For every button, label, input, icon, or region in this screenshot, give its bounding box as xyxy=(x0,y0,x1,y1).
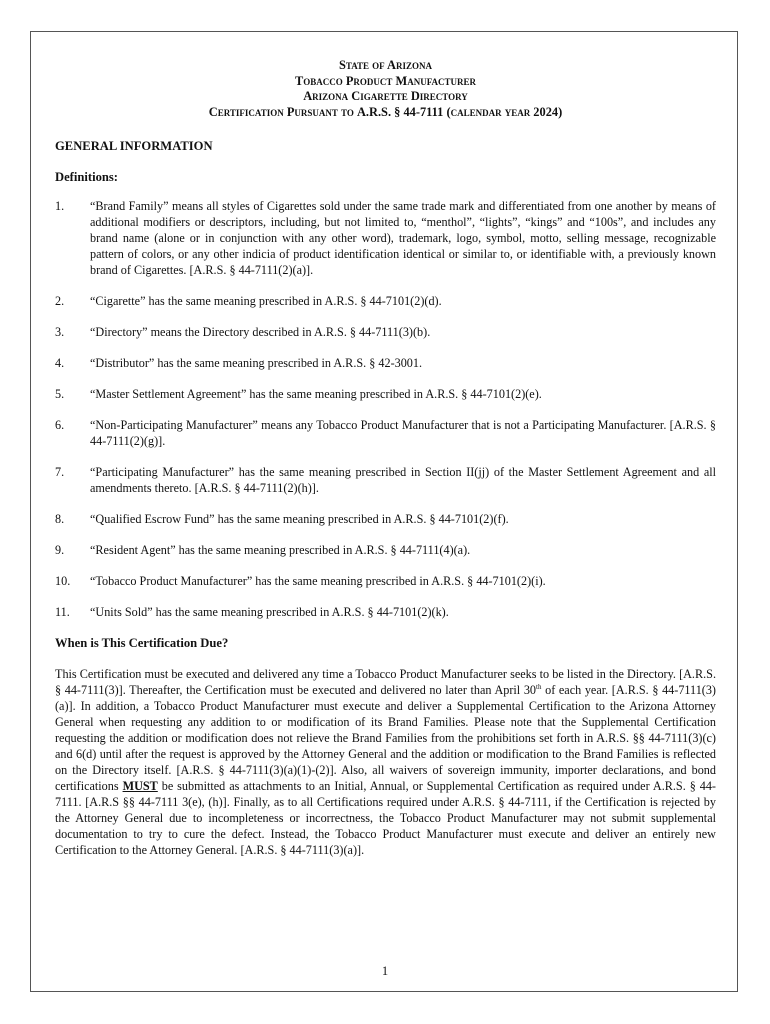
definition-number: 2. xyxy=(55,294,65,308)
must-emphasis: MUST xyxy=(122,779,158,793)
due-text-part3: be submitted as attachments to an Initial, Annual, or Supplemental Certification as required under A.R.S. § 44-7111. [A.R.S §§ 44-7111 3(e), (h)]. Finally, as to all Certifications required under A.R.S. § 44-7111, if the Certification is rejected by the Attorney General due to incompleteness or incorrectness, the Tobacco Product Manufacturer may not submit supplemental documentation to try to cure the defect. Instead, the Tobacco Product Manufacturer must execute and deliver an entirely new Certification to the Attorney General. [A.R.S. § 44-7111(3)(a)]. xyxy=(55,779,716,857)
definition-item xyxy=(55,604,716,620)
definition-text: “Distributor” has the same meaning prescribed in A.R.S. § 42-3001. xyxy=(90,356,423,370)
definition-item xyxy=(55,324,716,340)
definition-number: 6. xyxy=(55,418,65,432)
definition-number: 5. xyxy=(55,387,65,401)
definition-text: “Units Sold” has the same meaning prescribed in A.R.S. § 44-7101(2)(k). xyxy=(90,605,449,619)
due-text-part1: This Certification must be executed and delivered any time a Tobacco Product Manufacturer seeks to be listed in the Directory. [A.R.S. § 44-7111(3)]. Thereafter, the Certification must be executed and delivered no later than April 30 xyxy=(55,667,716,697)
header-manufacturer: Tobacco Product Manufacturer xyxy=(294,73,477,88)
definition-text: “Brand Family” means all styles of Cigarettes sold under the same trade mark and differentiated from one another by means of additional modifiers or descriptors, including, but not limited to, “menthol”, “lights”, “kings” and “100s”, and includes any brand name (alone or in conjunction with any other word), trademark, logo, symbol, motto, selling message, recognizable pattern of colors, or any other indicia of product identification identical or similar to, or identifiable with, a previously known brand of Cigarettes. [A.R.S. § 44-7111(2)(a)]. xyxy=(90,199,716,277)
definition-item xyxy=(55,198,716,278)
due-text-part2: of each year. [A.R.S. § 44-7111(3)(a)]. In addition, a Tobacco Product Manufacturer must execute and deliver a Supplemental Certification to the Arizona Attorney General when requesting any addition to or modification of its Brand Families. Please note that the Supplemental Certification requesting the addition or modification does not relieve the Brand Families from the prohibitions set forth in A.R.S. §§ 44-7111(3)(c) and 6(d) until after the request is approved by the Attorney General and the addition or modification to the Brand Families is reflected on the Directory itself. [A.R.S. § 44-7111(3)(a)(1)-(2)]. Also, all waivers of sovereign immunity, importer declarations, and bond certifications xyxy=(55,683,716,793)
header-directory: Arizona Cigarette Directory xyxy=(303,89,468,103)
header-cert-prefix: Certification Pursuant to xyxy=(208,104,357,119)
definition-text: “Participating Manufacturer” has the same meaning prescribed in Section II(jj) of the Master Settlement Agreement and all amendments thereto. [A.R.S. § 44-7111(2)(h)]. xyxy=(90,465,716,495)
definition-number: 1. xyxy=(55,199,65,213)
definition-text: “Non-Participating Manufacturer” means any Tobacco Product Manufacturer that is not a Participating Manufacturer. [A.R.S. § 44-7111(2)(g)]. xyxy=(90,418,716,448)
definition-item xyxy=(55,542,716,558)
document-header xyxy=(55,58,716,120)
definition-text: “Tobacco Product Manufacturer” has the same meaning prescribed in A.R.S. § 44-7101(2)(i). xyxy=(90,574,546,588)
definition-text: “Master Settlement Agreement” has the same meaning prescribed in A.R.S. § 44-7101(2)(e). xyxy=(90,387,542,401)
definition-text: “Qualified Escrow Fund” has the same meaning prescribed in A.R.S. § 44-7101(2)(f). xyxy=(90,512,509,526)
due-date-heading: When is This Certification Due? xyxy=(55,636,229,650)
definition-number: 11. xyxy=(55,605,70,619)
definition-number: 10. xyxy=(55,574,71,588)
due-date-paragraph xyxy=(55,666,716,858)
definition-number: 7. xyxy=(55,465,65,479)
definition-item xyxy=(55,511,716,527)
ordinal-suffix: th xyxy=(536,682,542,691)
definition-item xyxy=(55,386,716,402)
definition-number: 8. xyxy=(55,512,65,526)
header-certification xyxy=(55,105,716,121)
definition-item xyxy=(55,464,716,496)
definition-item xyxy=(55,573,716,589)
definition-text: “Directory” means the Directory described in A.R.S. § 44-7111(3)(b). xyxy=(90,325,431,339)
document-body xyxy=(55,58,716,858)
definition-number: 9. xyxy=(55,543,65,557)
header-year: (calendar year 2024) xyxy=(443,104,563,119)
header-statute: A.R.S. § 44-7111 xyxy=(356,104,444,119)
definition-text: “Resident Agent” has the same meaning prescribed in A.R.S. § 44-7111(4)(a). xyxy=(90,543,471,557)
definition-item xyxy=(55,355,716,371)
page-number: 1 xyxy=(381,964,389,978)
general-information-heading: GENERAL INFORMATION xyxy=(55,139,213,153)
definition-item xyxy=(55,417,716,449)
definition-number: 3. xyxy=(55,325,65,339)
definitions-heading: Definitions: xyxy=(55,170,118,184)
definition-item xyxy=(55,293,716,309)
header-state: State of Arizona xyxy=(338,58,433,72)
definitions-list xyxy=(55,198,716,620)
definition-text: “Cigarette” has the same meaning prescribed in A.R.S. § 44-7101(2)(d). xyxy=(90,294,442,308)
definition-number: 4. xyxy=(55,356,65,370)
